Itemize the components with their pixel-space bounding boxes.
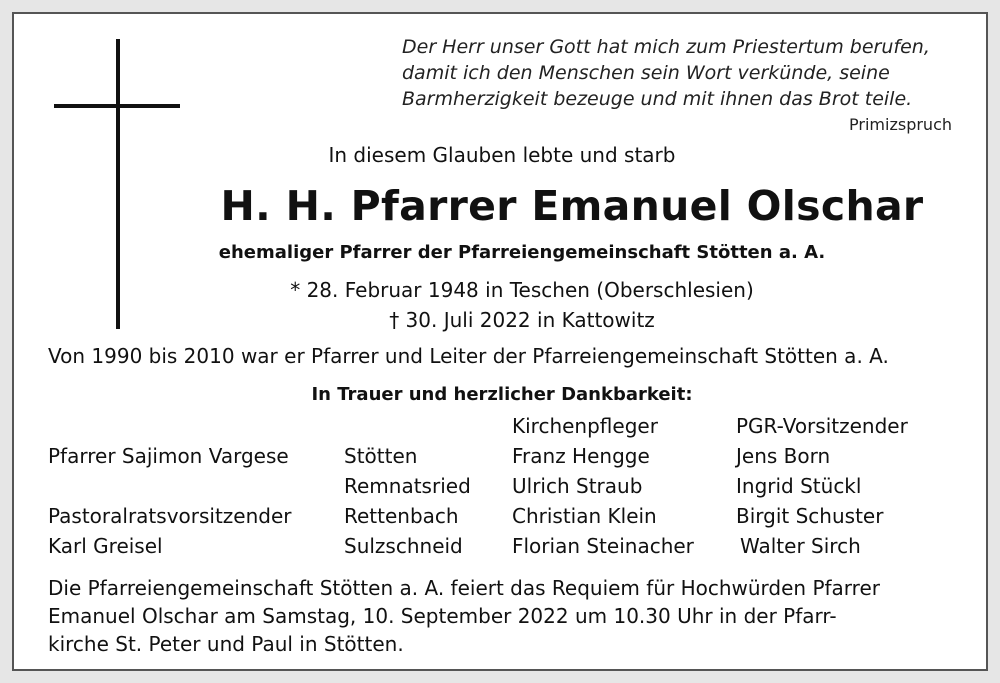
- death-date: † 30. Juli 2022 in Kattowitz: [389, 308, 655, 332]
- bible-quote: [402, 34, 958, 112]
- parish-place: Rettenbach: [344, 504, 459, 528]
- kirchenpfleger-name: Christian Klein: [512, 504, 657, 528]
- parish-place: Sulzschneid: [344, 534, 463, 558]
- deceased-name: H. H. Pfarrer Emanuel Olschar: [220, 182, 924, 230]
- pgr-name: Walter Sirch: [740, 534, 861, 558]
- deceased-role: ehemaliger Pfarrer der Pfarreiengemeinschaft Stötten a. A.: [218, 242, 826, 263]
- kirchenpfleger-name: Florian Steinacher: [512, 534, 694, 558]
- mourner-left: Pfarrer Sajimon Vargese: [48, 444, 289, 468]
- requiem-line: Die Pfarreiengemeinschaft Stötten a. A. feiert das Requiem für Hochwürden Pfarrer: [48, 576, 880, 600]
- requiem-text: [48, 574, 968, 658]
- quote-source: Primizspruch: [849, 115, 952, 134]
- cross-icon-bar: [54, 104, 180, 108]
- quote-line: Barmherzigkeit bezeuge und mit ihnen das Brot teile.: [402, 88, 913, 110]
- header-kirchenpfleger: Kirchenpfleger: [512, 414, 658, 438]
- requiem-line: kirche St. Peter und Paul in Stötten.: [48, 632, 404, 656]
- pgr-name: Birgit Schuster: [736, 504, 884, 528]
- kirchenpfleger-name: Franz Hengge: [512, 444, 650, 468]
- intro-text: In diesem Glauben lebte und starb: [328, 143, 676, 167]
- mourner-left: Karl Greisel: [48, 534, 163, 558]
- quote-line: damit ich den Menschen sein Wort verkünde, seine: [402, 62, 890, 84]
- quote-line: Der Herr unser Gott hat mich zum Priestertum berufen,: [402, 36, 930, 58]
- pgr-name: Jens Born: [736, 444, 831, 468]
- parish-place: Remnatsried: [344, 474, 471, 498]
- kirchenpfleger-name: Ulrich Straub: [512, 474, 643, 498]
- obituary-notice: [12, 12, 988, 671]
- mourner-left: Pastoralratsvorsitzender: [48, 504, 292, 528]
- career-text: Von 1990 bis 2010 war er Pfarrer und Leiter der Pfarreiengemeinschaft Stötten a. A.: [48, 344, 889, 368]
- parish-place: Stötten: [344, 444, 418, 468]
- header-pgr: PGR-Vorsitzender: [736, 414, 908, 438]
- mourning-heading: In Trauer und herzlicher Dankbarkeit:: [311, 384, 693, 405]
- requiem-line: Emanuel Olschar am Samstag, 10. September 2022 um 10.30 Uhr in der Pfarr-: [48, 604, 837, 628]
- pgr-name: Ingrid Stückl: [736, 474, 862, 498]
- birth-date: * 28. Februar 1948 in Teschen (Oberschlesien): [290, 278, 754, 302]
